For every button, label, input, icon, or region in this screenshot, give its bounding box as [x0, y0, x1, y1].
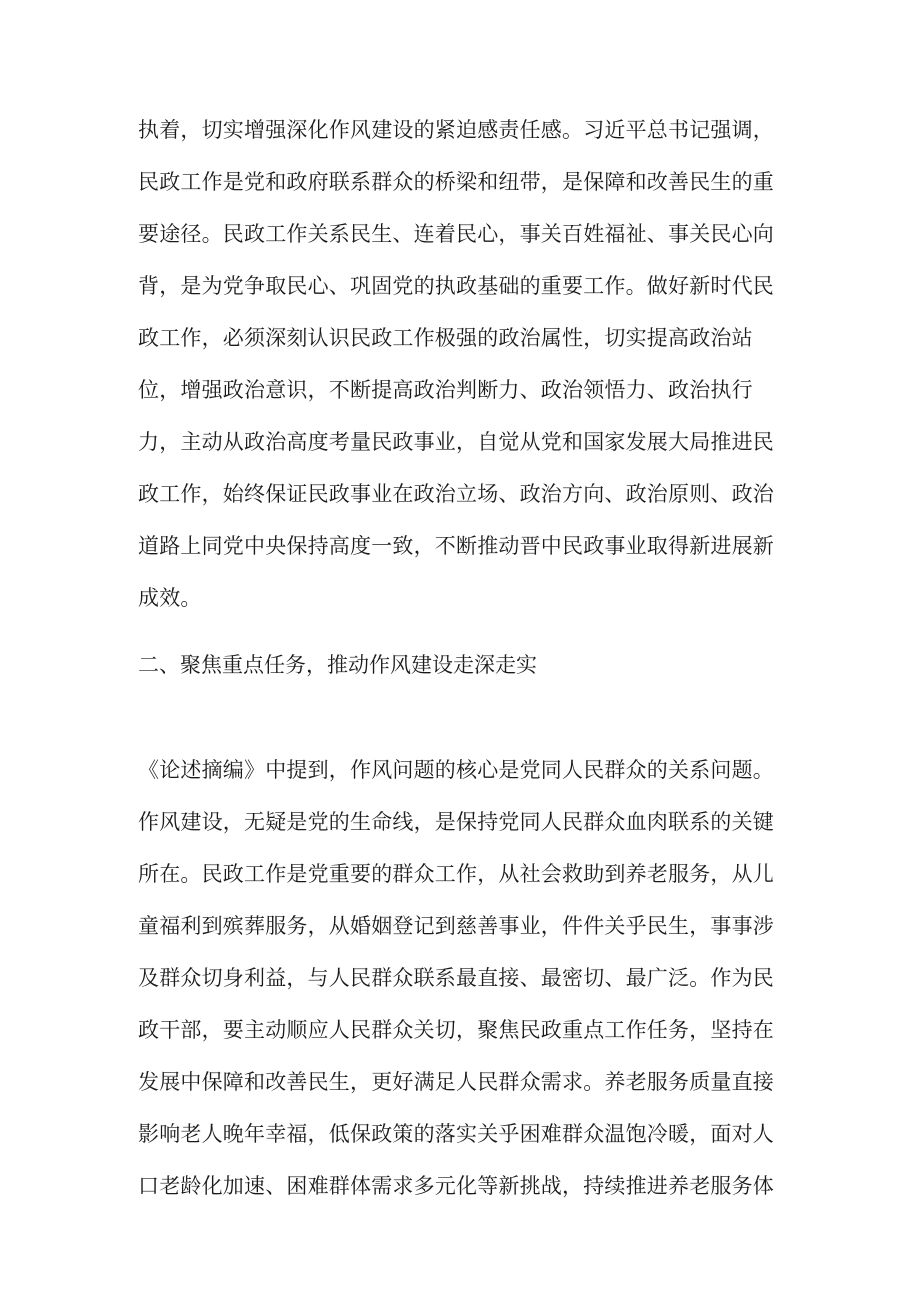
text-line: 政干部，要主动顺应人民群众关切，聚焦民政重点工作任务，坚持在: [138, 1018, 774, 1042]
body-paragraph-1: [138, 104, 798, 624]
text-line: 口老龄化加速、困难群体需求多元化等新挑战，持续推进养老服务体: [138, 1174, 774, 1198]
text-line: 道路上同党中央保持高度一致，不断推动晋中民政事业取得新进展新: [138, 534, 774, 558]
text-line: 及群众切身利益，与人民群众联系最直接、最密切、最广泛。作为民: [138, 966, 774, 990]
text-line: 作风建设，无疑是党的生命线，是保持党同人民群众血肉联系的关键: [138, 810, 774, 834]
text-line: 影响老人晚年幸福，低保政策的落实关乎困难群众温饱冷暖，面对人: [138, 1122, 774, 1146]
body-paragraph-2: [138, 744, 798, 1212]
text-line: 成效。: [138, 586, 202, 610]
text-line: 发展中保障和改善民生，更好满足人民群众需求。养老服务质量直接: [138, 1070, 774, 1094]
text-line: 所在。民政工作是党重要的群众工作，从社会救助到养老服务，从儿: [138, 862, 774, 886]
text-line: 执着，切实增强深化作风建设的紧迫感责任感。习近平总书记强调，: [138, 118, 774, 142]
text-line: 政工作，始终保证民政事业在政治立场、政治方向、政治原则、政治: [138, 482, 774, 506]
text-line: 位，增强政治意识，不断提高政治判断力、政治领悟力、政治执行: [138, 378, 753, 402]
text-line: 背，是为党争取民心、巩固党的执政基础的重要工作。做好新时代民: [138, 274, 774, 298]
section-heading: 二、聚焦重点任务，推动作风建设走深走实: [138, 653, 537, 677]
text-line: 民政工作是党和政府联系群众的桥梁和纽带，是保障和改善民生的重: [138, 170, 774, 194]
text-line: 力，主动从政治高度考量民政事业，自觉从党和国家发展大局推进民: [138, 430, 774, 454]
text-line: 《论述摘编》中提到，作风问题的核心是党同人民群众的关系问题。: [138, 758, 774, 782]
text-line: 要途径。民政工作关系民生、连着民心，事关百姓福祉、事关民心向: [138, 222, 774, 246]
text-line: 政工作，必须深刻认识民政工作极强的政治属性，切实提高政治站: [138, 326, 753, 350]
text-line: 童福利到殡葬服务，从婚姻登记到慈善事业，件件关乎民生，事事涉: [138, 914, 774, 938]
